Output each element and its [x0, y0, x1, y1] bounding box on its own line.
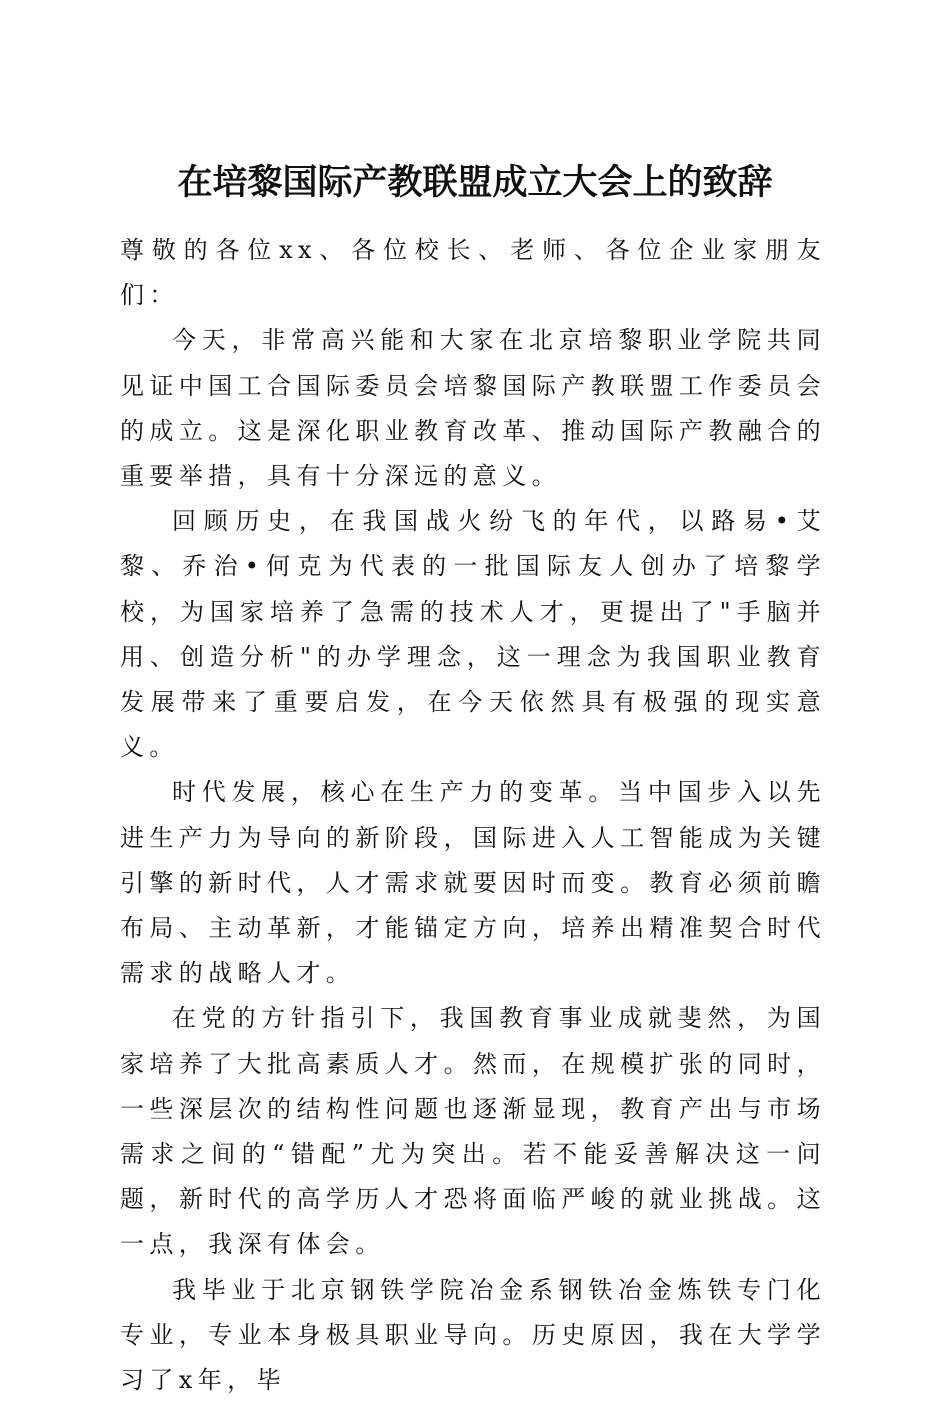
paragraph-1: 今天，非常高兴能和大家在北京培黎职业学院共同见证中国工合国际委员会培黎国际产教联盟工作委员会的成立。这是深化职业教育改革、推动国际产教融合的重要举措，具有十分深远的意义。	[120, 326, 826, 491]
document-body	[120, 228, 826, 1403]
document-title: 在培黎国际产教联盟成立大会上的致辞	[177, 162, 773, 204]
paragraph-2: 回顾历史，在我国战火纷飞的年代，以路易•艾黎、乔治•何克为代表的一批国际友人创办了培黎学校，为国家培养了急需的技术人才，更提出了"手脑并用、创造分析"的办学理念，这一理念为我国职业教育发展带来了重要启发，在今天依然具有极强的现实意义。	[120, 507, 826, 762]
paragraph-3: 时代发展，核心在生产力的变革。当中国步入以先进生产力为导向的新阶段，国际进入人工智能成为关键引擎的新时代，人才需求就要因时而变。教育必须前瞻布局、主动革新，才能锚定方向，培养出精准契合时代需求的战略人才。	[120, 778, 826, 988]
paragraph-5: 我毕业于北京钢铁学院冶金系钢铁冶金炼铁专门化专业，专业本身极具职业导向。历史原因，我在大学学习了x年，毕	[120, 1275, 826, 1395]
salutation: 尊敬的各位xx、各位校长、老师、各位企业家朋友们：	[120, 236, 826, 310]
paragraph-4: 在党的方针指引下，我国教育事业成就斐然，为国家培养了大批高素质人才。然而，在规模扩张的同时，一些深层次的结构性问题也逐渐显现，教育产出与市场需求之间的“错配”尤为突出。若不能妥善解决这一问题，新时代的高学历人才恐将面临严峻的就业挑战。这一点，我深有体会。	[120, 1004, 826, 1259]
